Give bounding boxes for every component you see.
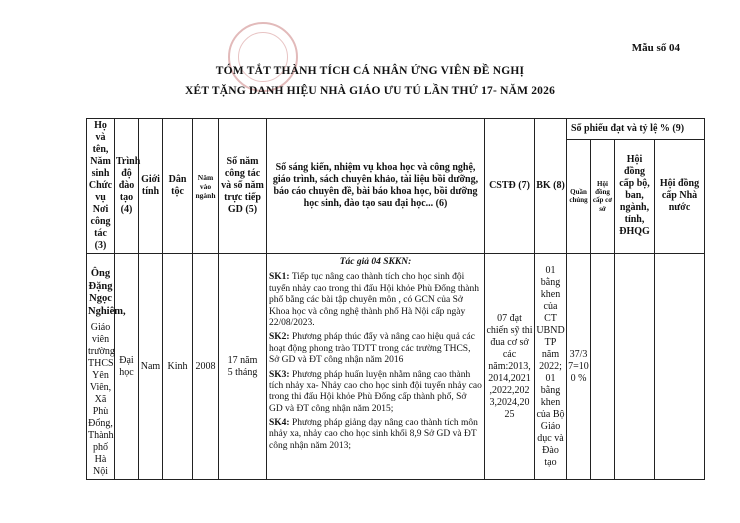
header-name: Họ và tên, Năm sinh Chức vụ Nơi công tác (3) [87,119,115,254]
header-vote-group: Số phiếu đạt và tỷ lệ % (9) [567,119,705,140]
header-cstd: CSTĐ (7) [485,119,535,254]
document-title: TÓM TẮT THÀNH TÍCH CÁ NHÂN ỨNG VIÊN ĐỀ NGHỊ [215,65,525,77]
nominee-cell [87,254,126,480]
sk-text: Phương pháp giảng dạy nâng cao thành tích môn nhảy xa, nhảy cao cho học sinh khối 8,9 Sở GD và ĐT công nhận năm 2013; [269,418,478,451]
header-vote-nn: Hội đồng cấp Nhà nước [655,139,705,253]
header-ethnicity: Dân tộc [163,119,193,254]
nominee-name: Ông Đặng Ngọc Nghiêm, [88,268,126,317]
sk-author: Tác giả 04 SKKN: [339,257,412,267]
list-item [269,332,482,366]
header-gender: Giới tính [139,119,163,254]
years-teaching-months: 5 tháng [227,366,258,378]
header-initiatives: Số sáng kiến, nhiệm vụ khoa học và công nghệ, giáo trình, sách chuyên khảo, tài liệu bồi dưỡng, báo cáo chuyên đề, bài báo khoa học, bồi dưỡng học sinh, đào tạo sau đại học... (6) [267,119,485,254]
vote-qc-cell: 37/3 7=10 0 % [567,254,591,480]
ethnicity-cell: Kinh [163,254,193,480]
sk-text: Phương pháp huấn luyện nhằm nâng cao thành tích nhảy xa- Nhảy cao cho học sinh đội tuyển nhảy cao trong thi đấu Hội khỏe Phù Đổng cấp thành phố, Sở GD và ĐT công nhận năm 2015; [269,369,482,414]
gender-cell: Nam [139,254,163,480]
nominee-position: Giáo viên trường THCS Yên Viên, Xã Phù Đổng, Thành phố Hà Nội [88,322,115,478]
list-item [269,272,482,329]
cstd-cell: 07 đạt chiến sỹ thi đua cơ sở các năm:2013, 2014,2021 ,2022,202 3,2024,20 25 [485,254,535,480]
red-seal-stamp [228,22,298,92]
years-teaching-years: 17 năm [227,354,258,366]
achievement-table [86,118,705,480]
list-item [269,370,482,416]
header-years-teaching: Số năm công tác và số năm trực tiếp GD (5) [219,119,267,254]
sk-label: SK2: [269,332,290,343]
year-start-cell: 2008 [193,254,219,480]
header-degree: Trình độ đào tạo (4) [115,119,139,254]
degree-cell: Đại học [115,254,139,480]
bk-cell: 01 bằng khen của CT UBND TP năm 2022; 01 bằng khen của Bộ Giáo dục và Đào tạo [535,254,567,480]
sk-text: Tiếp tục nâng cao thành tích cho học sinh đội tuyển nhảy cao trong thi đấu Hội khỏe Phù Đổng thành phố bằng các bài tập chuyên môn , có GCN của Sở Khoa học và công nghệ thành phố Hà Nội cấp ngày 22/08/2023. [269,272,480,328]
sk-label: SK3: [269,369,290,380]
sk-label: SK4: [269,418,290,429]
sk-text: Phương pháp thúc đẩy và nâng cao hiệu quả các hoạt động phong trào TDTT trong các trường THCS, Sở GD và ĐT công nhận năm 2016 [269,332,475,366]
initiatives-cell [267,254,485,480]
list-item [269,418,482,452]
form-code: Mẫu số 04 [631,42,680,54]
vote-bo-cell [615,254,655,480]
header-year-start: Năm vào ngành [193,119,219,254]
table-row [87,254,705,480]
vote-cs-cell [591,254,615,480]
header-bk: BK (8) [535,119,567,254]
years-teaching-cell [219,254,267,480]
header-vote-cs: Hội đồng cấp cơ sở [591,139,615,253]
vote-nn-cell [655,254,705,480]
sk-label: SK1: [269,272,290,283]
header-vote-qc: Quần chúng [567,139,591,253]
document-subtitle: XÉT TẶNG DANH HIỆU NHÀ GIÁO ƯU TÚ LẦN THỨ 17- NĂM 2026 [184,85,556,97]
header-vote-bo: Hội đồng cấp bộ, ban, ngành, tỉnh, ĐHQG [615,139,655,253]
